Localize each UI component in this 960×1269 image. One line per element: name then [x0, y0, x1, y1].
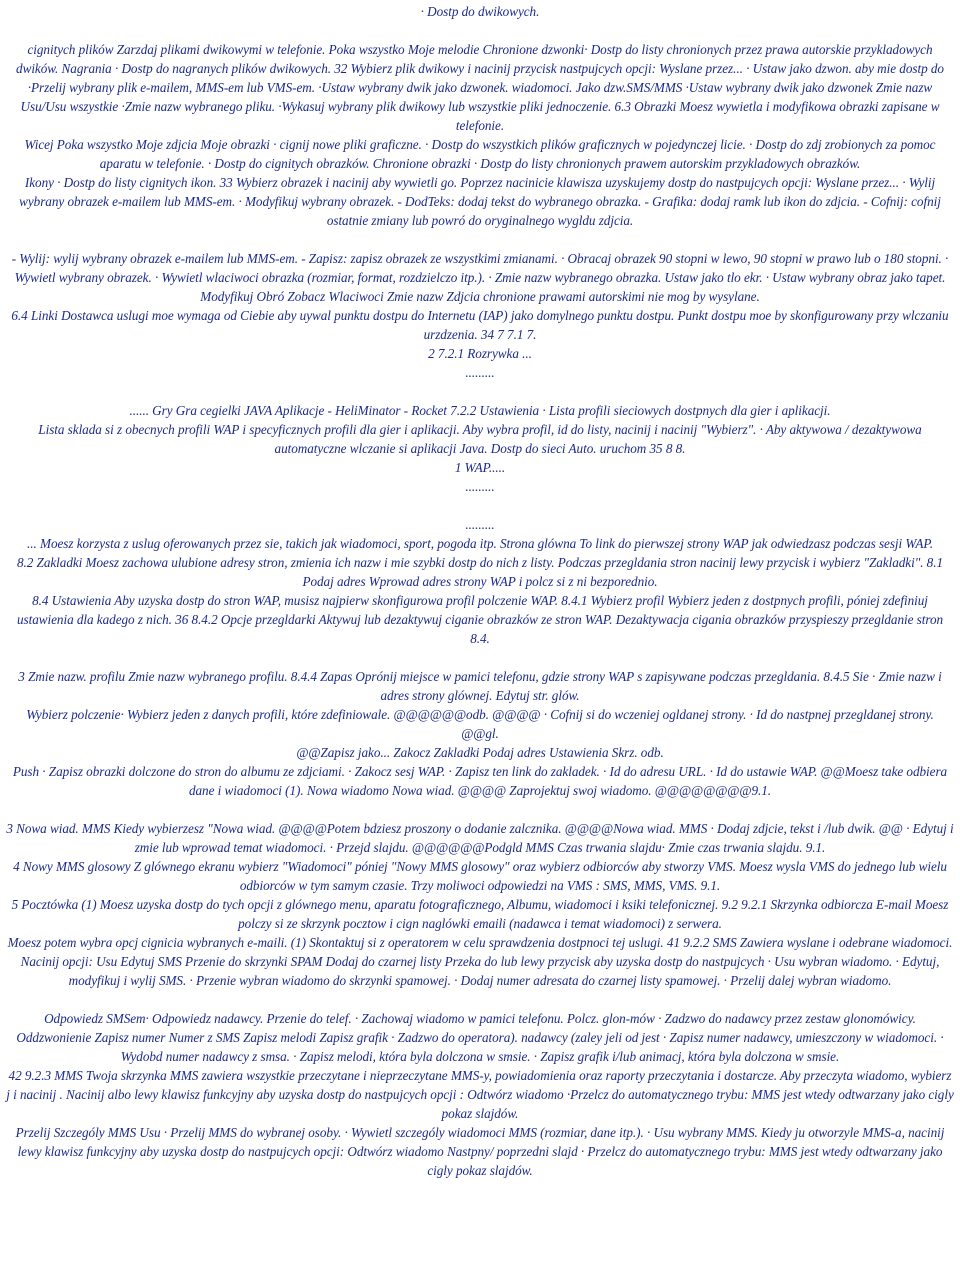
text-paragraph-32: Odpowiedz SMSem· Odpowiedz nadawcy. Przenie do telef. · Zachowaj wiadomo w pamici telefonu. Polcz. glon-mów · Zadzwo do nadawcy przez zestaw glonomówicy. Oddzwonienie Zapisz numer Numer z SMS Zapisz melodi Zapisz grafik · Zadzwo do operatora). nadawcy (zaley jeli od jest · Zapisz numer nadawcy, umieszczony w wiadomoci. · Wydobd numer nadawcy z smsa. · Zapisz melodi, która byla dolczona w smsie. · Zapisz grafik i/lub animacj, która byla dolczona w smsie. — [16, 1011, 944, 1064]
text-paragraph-14: 1 WAP..... — [454, 460, 506, 475]
text-paragraph-3: cignitych plików Zarzdaj plikami dwikowymi w telefonie. Poka wszystko Moje melodie Chronione dzwonki· Dostp do listy chronionych przez prawa autorskie przykladowych dwików. Nagrania · Dostp do nagranych plików dwikowych. 32 Wybierz plik dwikowy i nacinij przycisk nastpujcych opcji: Wyslane przez... · Ustaw jako dzwon. aby mie dostp do ·Przelij wybrany plik e-mailem, MMS-em lub VMS-em. ·Ustaw wybrany dwik jako dzwonek. wiadomoci. Jako dzw.SMS/MMS ·Ustaw wybrany dwik jako dzwonek Zmie nazw Usu/Usu wszystkie ·Zmie nazw wybranego pliku. ·Wykasuj wybrany plik dwikowy lub wszystkie pliki jednoczenie. 6.3 Obrazki Moesz wywietla i modyfikowa obrazki zapisane w telefonie. — [16, 42, 944, 133]
text-paragraph-10: ......... — [465, 365, 495, 380]
text-paragraph-7: - Wylij: wylij wybrany obrazek e-mailem lub MMS-em. - Zapisz: zapisz obrazek ze wszystkimi zmianami. · Obracaj obrazek 90 stopni w lewo, 90 stopni w prawo lub o 180 stopni. · Wywietl wybrany obrazek. · Wywietl wlaciwoci obrazka (rozmiar, format, rozdzielczo itp.). · Zmie nazw wybranego obrazka. Ustaw jako tlo ekr. · Ustaw wybrany obraz jako tapet. Modyfikuj Obró Zobacz Wlaciwoci Zmie nazw Zdjcia chronione prawami autorskimi nie mog by wysylane. — [11, 251, 949, 304]
paragraph-gap — [6, 648, 954, 667]
paragraph-gap — [6, 800, 954, 819]
text-paragraph-20: 8.4 Ustawienia Aby uzyska dostp do stron WAP, musisz najpierw skonfigurowa profil polczenie WAP. 8.4.1 Wybierz profil Wybierz jeden z dostpnych profili, póniej zdefiniuj ustawienia dla kadego z nich. 36 8.4.2 Opcje przegldarki Aktywuj lub dezaktywuj ciganie obrazków ze stron WAP. Dezaktywacja cigania obrazków przyspieszy przegldanie stron 8.4. — [16, 593, 944, 646]
text-paragraph-5: Ikony · Dostp do listy cignitych ikon. 33 Wybierz obrazek i nacinij aby wywietli go. Poprzez nacinicie klawisza uzyskujemy dostp do nastpujcych opcji: Wyslane przez... · Wylij wybrany obrazek e-mailem lub MMS-em. · Modyfikuj wybrany obrazek. - DodTeks: dodaj tekst do wybranego obrazka. - Grafika: dodaj ramk lub ikon do zdjcia. - Cofnij: cofnij ostatnie zmiany lub powró do oryginalnego wygldu zdjcia. — [19, 175, 941, 228]
text-paragraph-33: 42 9.2.3 MMS Twoja skrzynka MMS zawiera wszystkie przeczytane i nieprzeczytane MMS-y, powiadomienia oraz raporty przeczytania i dostarcze. Aby przeczyta wiadomo, wybierz j i nacinij . Nacinij albo lewy klawisz funkcyjny aby uzyska dostp do nastpujcych opcji : Odtwórz wiadomo ·Przelcz do automatycznego trybu: MMS jest wtedy odtwarzany jako cigly pokaz slajdów. — [6, 1068, 954, 1121]
paragraph-gap — [6, 21, 954, 40]
text-paragraph-4: Wicej Poka wszystko Moje zdjcia Moje obrazki · cignij nowe pliki graficzne. · Dostp do wszystkich plików graficznych w pojedynczej licie. · Dostp do zdj zrobionych za pomoc aparatu w telefonie. · Dostp do cignitych obrazków. Chronione obrazki · Dostp do listy chronionych prawem autorskim przykladowych obrazków. — [24, 137, 936, 171]
text-paragraph-18: ... Moesz korzysta z uslug oferowanych przez sie, takich jak wiadomoci, sport, pogoda itp. Strona glówna To link do pierwszej strony WAP jak odwiedzasz podczas sesji WAP. — [27, 536, 933, 551]
text-paragraph-30: Moesz potem wybra opcj cignicia wybranych e-maili. (1) Skontaktuj si z operatorem w celu sprawdzenia dostpnoci tej uslugi. 41 9.2.2 SMS Zawiera wyslane i odebrane wiadomoci. Nacinij opcji: Usu Edytuj SMS Przenie do skrzynki SPAM Dodaj do czarnej listy Przeka do lub lewy przycisk aby uzyska dostp do nastpujcych · Usu wybran wiadomo. · Edytuj, modyfikuj i wylij SMS. · Przenie wybran wiadomo do skrzynki spamowej. · Dodaj numer adresata do czarnej listy spamowej. · Przelij dalej wybran wiadomo. — [7, 935, 953, 988]
paragraph-gap — [6, 990, 954, 1009]
text-paragraph-12: ...... Gry Gra cegielki JAVA Aplikacje - HeliMinator - Rocket 7.2.2 Ustawienia · Lista profili sieciowych dostpnych dla gier i aplikacji. — [129, 403, 831, 418]
text-paragraph-15: ......... — [465, 479, 495, 494]
paragraph-gap — [6, 230, 954, 249]
text-paragraph-29: 5 Pocztówka (1) Moesz uzyska dostp do tych opcji z glównego menu, aparatu fotograficznego, Albumu, wiadomoci i ksiki telefonicznej. 9.2 9.2.1 Skrzynka odbiorcza E-mail Moesz polczy si ze skrzynk pocztow i cign naglówki emaili (nadawca i temat wiadomoci) z serwera. — [11, 897, 949, 931]
text-paragraph-13: Lista sklada si z obecnych profili WAP i specyficznych profili dla gier i aplikacji. Aby wybra profil, id do listy, nacinij i nacinij "Wybierz". · Aby aktywowa / dezaktywowa automatyczne wlczanie si aplikacji Java. Dostp do sieci Auto. uruchom 35 8 8. — [38, 422, 922, 456]
text-paragraph-28: 4 Nowy MMS glosowy Z glównego ekranu wybierz "Wiadomoci" póniej "Nowy MMS glosowy" oraz wybierz odbiorców aby stworzy VMS. Moesz wysla VMS do jednego lub wielu odbiorców w tym samym czasie. Trzy moliwoci odpowiedzi na VMS : SMS, MMS, VMS. 9.1. — [13, 859, 947, 893]
text-paragraph-1: · Dostp do dwikowych. — [420, 4, 540, 19]
text-paragraph-9: 2 7.2.1 Rozrywka ... — [428, 346, 532, 361]
text-paragraph-27: 3 Nowa wiad. MMS Kiedy wybierzesz "Nowa wiad. @@@@Potem bdziesz proszony o dodanie zalcznika. @@@@Nowa wiad. MMS · Dodaj zdjcie, tekst i /lub dwik. @@ · Edytuj i zmie lub wprowad temat wiadomoci. · Przejd slajdu. @@@@@@Podgld MMS Czas trwania slajdu· Zmie czas trwania slajdu. 9.1. — [6, 821, 954, 855]
text-paragraph-34: Przelij Szczególy MMS Usu · Przelij MMS do wybranej osoby. · Wywietl szczególy wiadomoci MMS (rozmiar, dane itp.). · Usu wybrany MMS. Kiedy ju otworzyle MMS-a, nacinij lewy klawisz funkcyjny aby uzyska dostp do nastpujcych opcji: Odtwórz wiadomo Nastpny/ poprzedni slajd · Przelcz do automatycznego trybu: MMS jest wtedy odtwarzany jako cigly pokaz slajdów. — [15, 1125, 945, 1178]
paragraph-gap — [6, 496, 954, 515]
text-paragraph-24: @@Zapisz jako... Zakocz Zakladki Podaj adres Ustawienia Skrz. odb. — [296, 745, 664, 760]
text-paragraph-22: 3 Zmie nazw. profilu Zmie nazw wybranego profilu. 8.4.4 Zapas Oprónij miejsce w pamici telefonu, gdzie strony WAP s zapisywane podczas przegldania. 8.4.5 Sie · Zmie nazw i adres strony glównej. Edytuj str. glów. — [18, 669, 942, 703]
text-paragraph-17: ......... — [465, 517, 495, 532]
text-paragraph-19: 8.2 Zakladki Moesz zachowa ulubione adresy stron, zmienia ich nazw i mie szybki dostp do nich z listy. Podczas przegldania stron nacinij lewy przycisk i wybierz "Zakladki". 8.1 Podaj adres Wprowad adres strony WAP i polcz si z ni bezporednio. — [16, 555, 944, 589]
text-paragraph-23: Wybierz polczenie· Wybierz jeden z danych profili, które zdefiniowale. @@@@@@odb. @@@@ · Cofnij si do wczeniej ogldanej strony. · Id do nastpnej przegldanej strony. @@gl. — [26, 707, 934, 741]
paragraph-gap — [6, 382, 954, 401]
text-paragraph-25: Push · Zapisz obrazki dolczone do stron do albumu ze zdjciami. · Zakocz sesj WAP. · Zapisz ten link do zakladek. · Id do adresu URL. · Id do ustawie WAP. @@Moesz take odbiera dane i wiadomoci (1). Nowa wiadomo Nowa wiad. @@@@ Zaprojektuj swoj wiadomo. @@@@@@@@9.1. — [12, 764, 948, 798]
document-body — [6, 2, 954, 1180]
text-paragraph-8: 6.4 Linki Dostawca uslugi moe wymaga od Ciebie aby uywal punktu dostpu do Internetu (IAP) jako domylnego punktu dostpu. Punkt dostpu moe by skonfigurowany przy wlczaniu urzdzenia. 34 7 7.1 7. — [11, 308, 949, 342]
